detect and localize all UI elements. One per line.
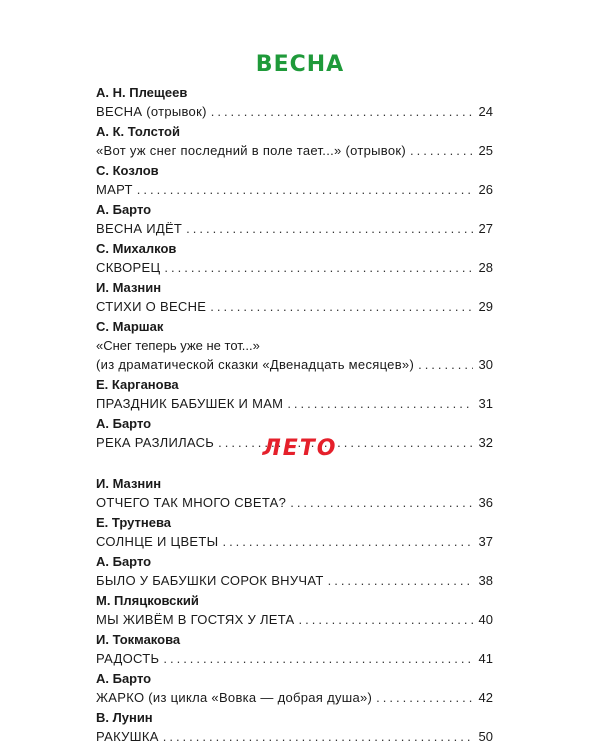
toc-entry [96, 122, 493, 160]
entry-title: ПРАЗДНИК БАБУШЕК И МАМ [96, 396, 284, 411]
toc-entry [96, 708, 493, 746]
toc-entry [96, 375, 493, 413]
section-title-spring: ВЕСНА [255, 52, 345, 77]
toc-entry [96, 278, 493, 316]
leader-dots [287, 394, 473, 413]
entry-author: А. Барто [96, 202, 152, 217]
entry-author: А. Барто [96, 416, 152, 431]
section-title-summer: ЛЕТО [262, 436, 338, 461]
entry-title: БЫЛО У БАБУШКИ СОРОК ВНУЧАТ [96, 573, 324, 588]
leader-dots [299, 610, 473, 629]
entry-page-number: 32 [478, 435, 493, 450]
entry-title: МАРТ [96, 182, 133, 197]
leader-dots [163, 649, 473, 668]
leader-dots [211, 102, 473, 121]
entry-line[interactable] [96, 180, 493, 199]
toc-entry [96, 200, 493, 238]
entry-page-number: 30 [478, 357, 493, 372]
toc-entry [96, 669, 493, 707]
entry-author: И. Мазнин [96, 280, 162, 295]
entry-author: В. Лунин [96, 710, 153, 725]
entry-author: И. Токмакова [96, 632, 181, 647]
entry-author: С. Михалков [96, 241, 177, 256]
entry-page-number: 26 [478, 182, 493, 197]
entry-author: А. Барто [96, 671, 152, 686]
leader-dots [376, 688, 473, 707]
leader-dots [290, 493, 473, 512]
entry-title: РАДОСТЬ [96, 651, 160, 666]
entry-page-number: 29 [478, 299, 493, 314]
entry-line[interactable] [96, 571, 493, 590]
entry-page-number: 28 [478, 260, 493, 275]
entry-title: ОТЧЕГО ТАК МНОГО СВЕТА? [96, 495, 287, 510]
leader-dots [163, 727, 473, 746]
leader-dots [410, 141, 473, 160]
entry-line[interactable] [96, 102, 493, 121]
entry-author: И. Мазнин [96, 476, 162, 491]
leader-dots [418, 355, 473, 374]
entry-page-number: 42 [478, 690, 493, 705]
entry-title: ЖАРКО (из цикла «Вовка — добрая душа») [96, 690, 373, 705]
entry-line[interactable] [96, 727, 493, 746]
entry-title: РЕКА РАЗЛИЛАСЬ [96, 435, 215, 450]
entry-title: СОЛНЦЕ И ЦВЕТЫ [96, 534, 219, 549]
leader-dots [186, 219, 473, 238]
entry-page-number: 27 [478, 221, 493, 236]
entry-title: МЫ ЖИВЁМ В ГОСТЯХ У ЛЕТА [96, 612, 295, 627]
entry-line[interactable] [96, 610, 493, 629]
entry-title-first-line: «Снег теперь уже не тот...» [96, 338, 260, 353]
entry-line[interactable] [96, 355, 493, 374]
entry-author: Е. Трутнева [96, 515, 171, 530]
entry-title: «Вот уж снег последний в поле тает...» (отрывок) [96, 143, 406, 158]
toc-entry [96, 552, 493, 590]
entry-title: ВЕСНА (отрывок) [96, 104, 207, 119]
entry-author: С. Козлов [96, 163, 159, 178]
entry-line[interactable] [96, 493, 493, 512]
toc-entry [96, 591, 493, 629]
entry-line[interactable] [96, 688, 493, 707]
toc-entry [96, 83, 493, 121]
toc-summer [96, 474, 493, 747]
leader-dots [210, 297, 473, 316]
entry-author: А. К. Толстой [96, 124, 180, 139]
entry-line[interactable] [96, 394, 493, 413]
entry-page-number: 36 [478, 495, 493, 510]
entry-line[interactable] [96, 141, 493, 160]
entry-title: РАКУШКА [96, 729, 159, 744]
leader-dots [328, 571, 473, 590]
toc-entry [96, 474, 493, 512]
entry-page-number: 50 [478, 729, 493, 744]
entry-line[interactable] [96, 532, 493, 551]
entry-title: (из драматической сказки «Двенадцать месяцев») [96, 357, 415, 372]
entry-title: ВЕСНА ИДЁТ [96, 221, 183, 236]
entry-page-number: 31 [478, 396, 493, 411]
entry-page-number: 24 [478, 104, 493, 119]
entry-line[interactable] [96, 219, 493, 238]
entry-line[interactable] [96, 297, 493, 316]
toc-entry [96, 317, 493, 374]
leader-dots [164, 258, 473, 277]
entry-page-number: 25 [478, 143, 493, 158]
leader-dots [137, 180, 473, 199]
entry-title: СКВОРЕЦ [96, 260, 161, 275]
toc-entry [96, 630, 493, 668]
entry-author: А. Н. Плещеев [96, 85, 188, 100]
toc-spring [96, 83, 493, 453]
entry-line[interactable] [96, 649, 493, 668]
toc-entry [96, 513, 493, 551]
entry-page-number: 37 [478, 534, 493, 549]
entry-author: С. Маршак [96, 319, 164, 334]
entry-author: М. Пляцковский [96, 593, 199, 608]
leader-dots [222, 532, 473, 551]
toc-entry [96, 239, 493, 277]
entry-line[interactable] [96, 258, 493, 277]
toc-entry [96, 161, 493, 199]
entry-author: Е. Карганова [96, 377, 179, 392]
entry-page-number: 40 [478, 612, 493, 627]
entry-page-number: 38 [478, 573, 493, 588]
entry-title: СТИХИ О ВЕСНЕ [96, 299, 207, 314]
entry-page-number: 41 [478, 651, 493, 666]
entry-author: А. Барто [96, 554, 152, 569]
